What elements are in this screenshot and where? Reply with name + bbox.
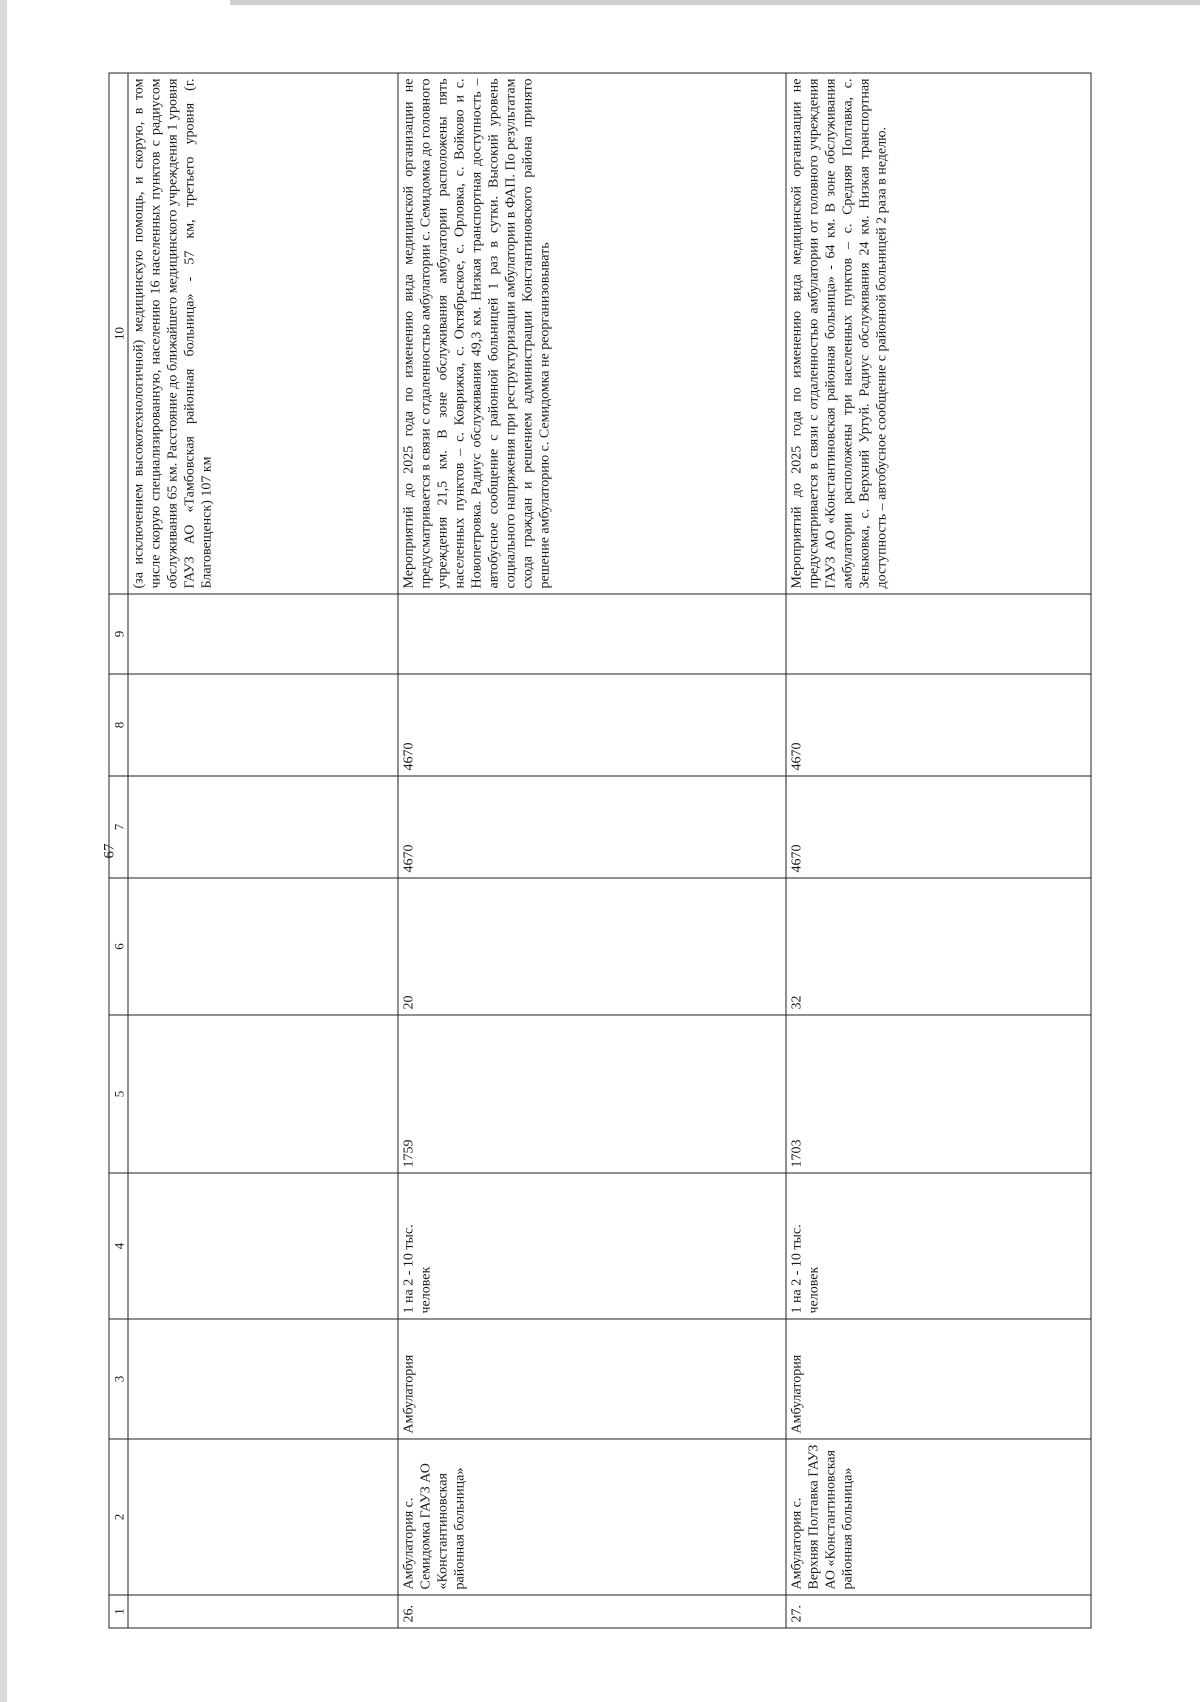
scan-edge-top — [230, 0, 1200, 5]
organization-type: Амбулатория — [398, 1319, 786, 1439]
organization-type: Амбулатория — [786, 1319, 1091, 1439]
value-col8 — [128, 674, 398, 776]
value-col9 — [786, 594, 1091, 674]
row-number — [128, 1595, 398, 1628]
header-cell: 9 — [109, 594, 128, 674]
norm: 1 на 2 - 10 тыс. человек — [786, 1173, 1091, 1319]
value-col6 — [128, 878, 398, 1015]
value-col9 — [398, 594, 786, 674]
value-col6: 20 — [398, 878, 786, 1015]
header-cell: 10 — [109, 73, 128, 594]
value-col8: 4670 — [786, 674, 1091, 776]
value-col5: 1703 — [786, 1015, 1091, 1173]
norm: 1 на 2 - 10 тыс. человек — [398, 1173, 786, 1319]
rotated-page — [109, 74, 1092, 1629]
organization-name — [128, 1439, 398, 1595]
row-number: 26. — [398, 1595, 786, 1628]
value-col7 — [128, 776, 398, 878]
header-cell: 2 — [109, 1439, 128, 1595]
table-row — [128, 73, 398, 1628]
scan-edge-left — [0, 0, 7, 1702]
value-col7: 4670 — [786, 776, 1091, 878]
data-table — [109, 73, 1092, 1629]
table-row — [786, 73, 1091, 1628]
description: Мероприятий до 2025 года по изменению вида медицинской организации не предусматривается в связи с отдаленностью амбулатории с. Семидомка до головного учреждения 21,5 км. В зоне обслуживания амбулатории расположены пять населенных пунктов – с. Коврижка, с. Октябрьское, с. Орловка, с. Войково и с. Новопетровка. Радиус обслуживания 49,3 км. Низкая транспортная доступность – автобусное сообщение с районной больницей 1 раз в сутки. Высокий уровень социального напряжения при реструктуризации амбулатории в ФАП. По результатам схода граждан и решением администрации Константиновского района принято решение амбулаторию с. Семидомка не реорганизовывать — [398, 73, 786, 594]
description: Мероприятий до 2025 года по изменению вида медицинской организации не предусматривается в связи с отдаленностью амбулатории от головного учреждения ГАУЗ АО «Константиновская районная больница» - 64 км. В зоне обслуживания амбулатории расположены три населенных пунктов – с. Средняя Полтавка, с. Зеньковка, с. Верхний Уртуй. Радиус обслуживания 24 км. Низкая транспортная доступность – автобусное сообщение с районной больницей 2 раза в неделю. — [786, 73, 1091, 594]
value-col9 — [128, 594, 398, 674]
organization-name: Амбулатория с. Верхняя Полтавка ГАУЗ АО «Константиновская районная больница» — [786, 1439, 1091, 1595]
row-number: 27. — [786, 1595, 1091, 1628]
norm — [128, 1173, 398, 1319]
value-col5 — [128, 1015, 398, 1173]
header-cell: 7 — [109, 776, 128, 878]
header-cell: 5 — [109, 1015, 128, 1173]
header-cell: 3 — [109, 1319, 128, 1439]
table-row — [398, 73, 786, 1628]
value-col6: 32 — [786, 878, 1091, 1015]
value-col7: 4670 — [398, 776, 786, 878]
organization-name: Амбулатория с. Семидомка ГАУЗ АО «Константиновская районная больница» — [398, 1439, 786, 1595]
value-col5: 1759 — [398, 1015, 786, 1173]
value-col8: 4670 — [398, 674, 786, 776]
header-cell: 6 — [109, 878, 128, 1015]
page-number: 67 — [101, 843, 118, 859]
header-cell: 1 — [109, 1595, 128, 1628]
header-row — [109, 73, 128, 1628]
header-cell: 4 — [109, 1173, 128, 1319]
header-cell: 8 — [109, 674, 128, 776]
organization-type — [128, 1319, 398, 1439]
description: (за исключением высокотехнологичной) медицинскую помощь, и скорую, в том числе скорую специализированную, населению 16 населенных пунктов с радиусом обслуживания 65 км. Расстояние до ближайшего медицинского учреждения 1 уровня ГАУЗ АО «Тамбовская районная больница» - 57 км, третьего уровня (г. Благовещенск) 107 км — [128, 73, 398, 594]
